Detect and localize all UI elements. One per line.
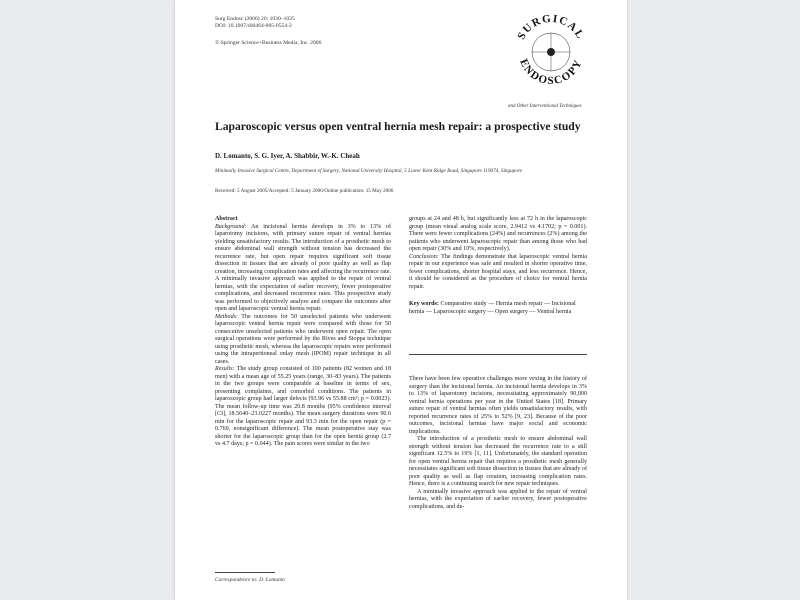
intro-paragraph-2: The introduction of a prosthetic mesh to ensure abdominal wall strength without tension has decreased the recurrence rate to a still significant 12.5% to 19% [1, 11]. Unfortunately, the standard operation for open ventral hernia repair that requires a prosthetic mesh generally necessitates significant soft tissue dissection in tissues that are already of poor quality as well as flap creation, increasing complication rates. Hence, there is a continuing search for new repair techniques.: [409, 436, 587, 488]
journal-copyright: © Springer Science+Business Media, Inc. 2006: [215, 40, 322, 46]
article-authors: D. Lomanto, S. G. Iyer, A. Shabbir, W.-K. Cheah: [215, 152, 360, 160]
abstract-left-column: [215, 216, 391, 449]
article-affiliation: Minimally Invasive Surgical Centre, Department of Surgery, National University Hospital, 5 Lower Kent Ridge Road, Singapore 119074, Singapore: [215, 168, 522, 174]
logo-text-top: SURGICAL: [515, 12, 587, 42]
keywords-text: Comparative study — Hernia mesh repair — Incisional hernia — Laparoscopic surgery — Open surgery — Ventral hernia: [409, 301, 576, 315]
abstract-conclusion: Conclusion: The findings demonstrate that laparoscopic ventral hernia repair in our experience was safe and resulted in shorter operative time, fewer complications, shorter hospital stays, and less recurrence. Hence, it should be considered as the procedure of choice for ventral hernia repair.: [409, 253, 587, 290]
abstract-right-column: [409, 216, 587, 291]
footnote-divider: [215, 572, 275, 573]
paper-page: [175, 0, 627, 600]
abstract-results: Results: The study group consisted of 100 patients (82 women and 18 men) with a mean age of 55.25 years (range, 30–83 years). The patients in the two groups were comparable at baseline in terms of sex, presenting complaints, and comorbid conditions. The patients in laparoscopic group had larger defects (93.96 vs 55.88 cm²; p = 0.0023). The mean follow-up time was 20.8 months (95% confidence interval [CI], 18.5640–23.0227 months). The mean surgery durations were 90.6 min for the laparoscopic repair and 93.3 min for the open repair (p = 0.769, nonsignificant difference). The mean postoperative stay was shorter for the laparoscopic group than for the open hernia group (2.7 vs 4.7 days; p = 0.044). The pain scores were similar in the two: [215, 366, 391, 448]
abstract-methods: Methods: The outcomes for 50 unselected patients who underwent laparoscopic ventral hernia repair were compared with those for 50 consecutive unselected patients who underwent open repair. The open surgical operations were performed by the Rives and Stoppa technique using prosthetic mesh, whereas the laparoscopic repairs were performed using the intraperitoneal onlay mesh (IPOM) repair technique in all cases.: [215, 313, 392, 365]
abstract-heading: Abstract: [215, 216, 238, 222]
intro-paragraph-1: There have been few operative challenges more vexing in the history of surgery than the incisional hernia. An incisional hernia develops in 3% to 13% of laparotomy incisions, necessitating approximately 90,000 ventral hernia operations per year in the United States [18]. Primary suture repair of ventral hernias often yields unsatisfactory results, with reported recurrence rates of 25% to 52% [9, 23]. Because of the poor outcomes, incisional hernias have major social and economic implications.: [409, 376, 587, 435]
article-received: Received: 5 August 2005/Accepted: 5 January 2006/Online publication: 15 May 2006: [215, 188, 394, 194]
journal-logo: [505, 6, 597, 98]
journal-citation: Surg Endosc (2006) 20: 1030–1035: [215, 16, 295, 22]
correspondence-footnote: Correspondence to: D. Lomanto: [215, 577, 285, 583]
introduction: [409, 376, 587, 511]
journal-doi: DOI: 10.1007/s00464-005-0554-2: [215, 23, 292, 29]
intro-paragraph-3: A minimally invasive approach was applied to the repair of ventral hernias, with the expectation of earlier recovery, fewer postoperative complications, and de-: [409, 488, 587, 510]
logo-text-bottom: ENDOSCOPY: [517, 57, 585, 88]
keywords: [409, 300, 587, 316]
journal-tagline: and Other Interventional Techniques: [508, 104, 582, 109]
abstract-results-continued: groups at 24 and 48 h, but significantly less at 72 h in the laparoscopic group (mean visual analog scale score, 2.9412 vs 4.1702; p = 0.001). There were fewer complications (24%) and recurrences (2%) among the patients who underwent laparoscopic repair than among those who had open repair (30% and 10%, respectively).: [409, 216, 587, 253]
keywords-divider: [409, 354, 587, 355]
abstract-background: Background: An incisional hernia develops in 3% to 13% of laparotomy incisions, with primary suture repair of ventral hernias yielding unsatisfactory results. The introduction of a prosthetic mesh to ensure abdominal wall strength without tension has decreased the recurrence rate, but open repair requires significant soft tissue dissection in tissues that are already of poor quality as well as flap creation, increasing complication rates and affecting the recurrence rate. A minimally invasive approach was applied to the repair of ventral hernias, with the expectation of earlier recovery, fewer postoperative complications, and decreased recurrence rates. This prospective study was performed to objectively analyze and compare the outcomes after open and laparoscopic ventral hernia repair.: [215, 223, 391, 313]
article-title: Laparoscopic versus open ventral hernia mesh repair: a prospective study: [215, 120, 581, 133]
keywords-label: Key words:: [409, 301, 439, 307]
